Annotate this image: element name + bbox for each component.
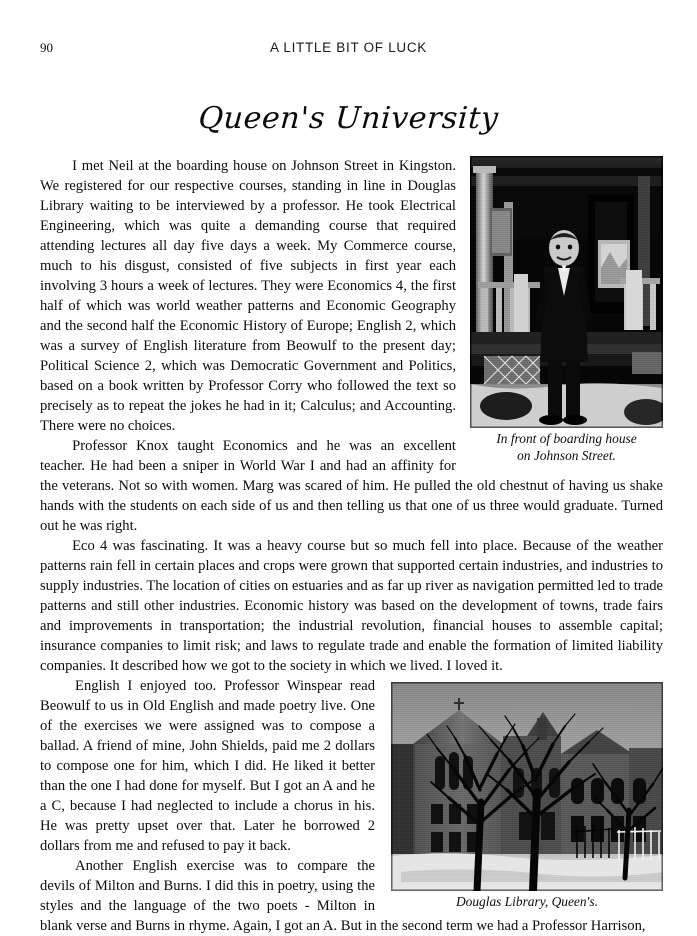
body-text-column (40, 156, 663, 936)
caption-line-2: on Johnson Street. (517, 447, 616, 463)
running-header (40, 40, 657, 58)
figure-boarding-house (470, 156, 663, 464)
figure-caption-boarding-house (470, 428, 663, 464)
caption-line-1: In front of boarding house (496, 431, 637, 446)
page-number: 90 (40, 40, 53, 55)
boarding-house-photo (470, 156, 663, 428)
book-title-header: A LITTLE BIT OF LUCK (269, 40, 428, 55)
paragraph-2: Professor Knox taught Economics and he was an excellent teacher. He had been a sniper in World War I and had an affinity for the veterans. Not so with women. Marg was scared of him. He pulled the old chestnut of having us shake hands with the students on each side of us and then telling us that one of us three would graduate. Turned out he was right. (40, 438, 663, 534)
figure-caption-douglas-library (391, 891, 663, 911)
figure-douglas-library (391, 682, 663, 911)
caption-line-1: Douglas Library, Queen's. (456, 894, 598, 909)
paragraph-4: English I enjoyed too. Professor Winspear read Beowulf to us in Old English and made poetry live. One of the exercises we were assigned was to compose a ballad. A friend of mine, John Shields, paid me 2 dollars to compose one for him, which I did. He liked it better than the one I had done for myself. But I got an A and he a C, because I had neglected to include a chorus in his. He was pretty upset over that. Later he borrowed 2 dollars from me and refused to pay it back. (40, 678, 375, 854)
section-title: Queen's University (197, 101, 500, 136)
paragraph-5: Another English exercise was to compare the devils of Milton and Burns. I did this in poetry, using the styles and the language of the two poets - Milton in blank verse and Burns in rhyme. Again, I got an A. But in the second term we had a Professor Harrison, (40, 858, 646, 934)
paragraph-3: Eco 4 was fascinating. It was a heavy course but so much fell into place. Because of the weather patterns rain fell in certain places and crops were grown that supported certain industries, and industries to supply industries. The location of cities on estuaries and as far up river as navigation permitted led to trade patterns and still other industries. Economic history was based on the development of towns, trade fairs and improvements in transportation; the industrial revolution, financial houses to assemble capital; insurance companies to limit risk; and laws to regulate trade and enable the formation of limited liability companies. It described how we got to the society in which we lived. I loved it. (40, 538, 663, 674)
douglas-library-photo (391, 682, 663, 891)
paragraph-1: I met Neil at the boarding house on Johnson Street in Kingston. We registered for our respective courses, standing in line in Douglas Library waiting to be interviewed by a professor. He took Electrical Engineering, which was quite a demanding course that required attending lectures all day five days a week. My Commerce course, much to his disgust, consisted of five subjects in first year each involving 3 hours a week of lectures. They were Economics 4, the first half of which was world weather patterns and Economic Geography and the second half the Economic History of Europe; English 2, which was a survey of English literature from Beowulf to the present day; Political Science 2, which was Democratic Government and Politics, based on a book written by Professor Corry who followed the text so precisely as to repeat the jokes he had in it; Calculus; and Accounting. There were no choices. (40, 158, 456, 434)
